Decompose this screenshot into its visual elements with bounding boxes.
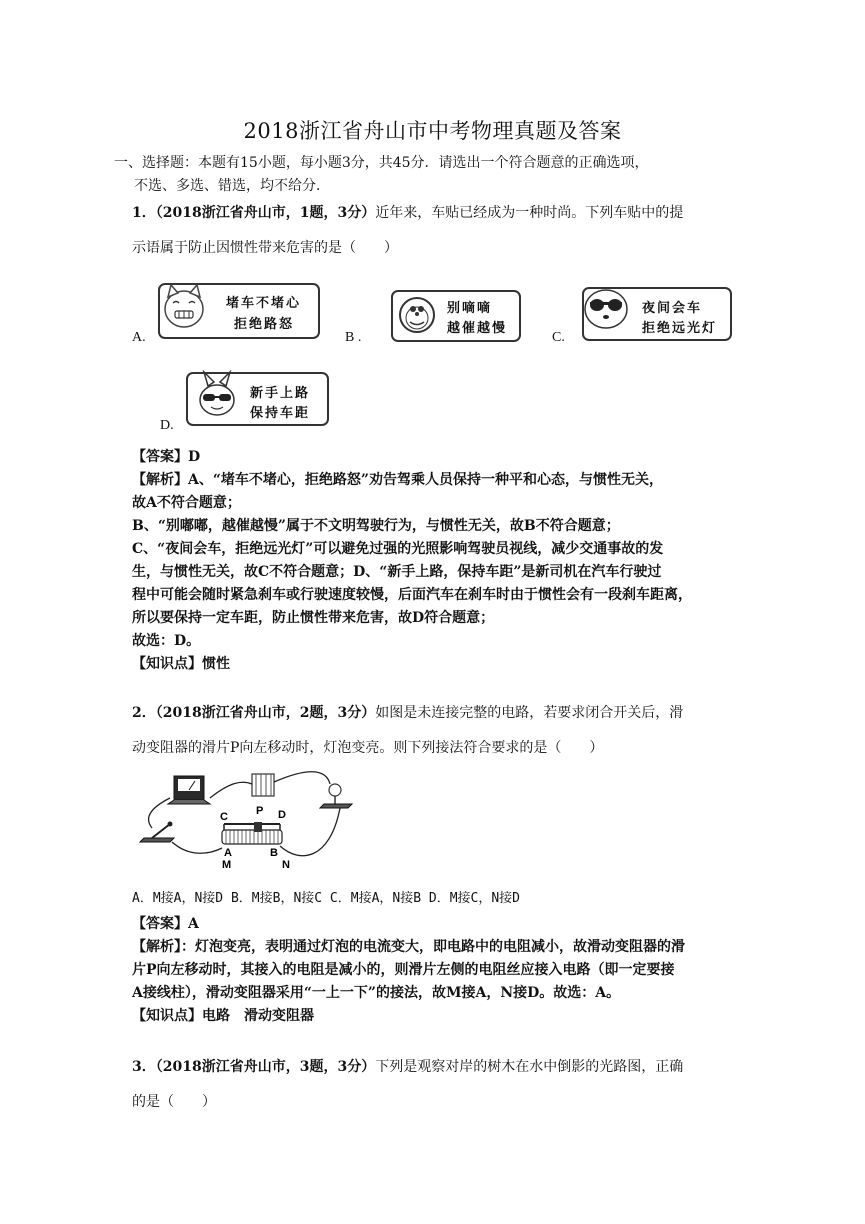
question-1-stem: 近年来，车贴已经成为一种时尚。下列车贴中的提 <box>375 205 684 221</box>
option-a-letter: A. <box>132 330 146 345</box>
cartoon-cat-icon <box>397 295 437 337</box>
question-1-analysis-line1: 【解析】A、“堵车不堵心，拒绝路怒”劝告驾乘人员保持一种平和心态，与惯性无关， <box>132 472 663 488</box>
option-c-sticker <box>582 287 732 341</box>
question-3-line2: 的是（ ） <box>132 1094 216 1110</box>
option-b-sticker <box>391 290 521 342</box>
question-2-options: A．M接A，N接D B．M接B，N接C C．M接A，N接B D．M接C，N接D <box>132 891 521 906</box>
question-1-analysis-line4: C、“夜间会车，拒绝远光灯”可以避免过强的光照影响驾驶员视线，减少交通事故的发 <box>132 541 664 557</box>
question-1-source: （2018浙江省舟山市，1题，3分） <box>155 205 376 221</box>
question-3-source: （2018浙江省舟山市，3题，3分） <box>155 1059 376 1075</box>
rheostat-icon <box>222 822 282 844</box>
circuit-diagram <box>130 768 360 872</box>
question-2-source: （2018浙江省舟山市，2题，3分） <box>155 705 376 721</box>
question-2-number: 2． <box>132 705 156 721</box>
question-2-analysis-line1: 【解析】：灯泡变亮，表明通过灯泡的电流变大，即电路中的电阻减小，故滑动变阻器的滑 <box>132 939 685 955</box>
question-2-answer: 【答案】A <box>132 916 199 932</box>
wire-m-label: M <box>222 859 232 871</box>
question-1-analysis-line5: 生，与惯性无关，故C不符合题意；D、“新手上路，保持车距”是新司机在汽车行驶过 <box>132 564 662 580</box>
option-b-text-line2: 越催越慢 <box>447 321 508 336</box>
terminal-d-label: D <box>278 809 286 821</box>
question-1-number: 1． <box>132 205 156 221</box>
option-c-text-line1: 夜间会车 <box>642 301 703 316</box>
question-1-analysis-line3: B、“别嘟嘟，越催越慢”属于不文明驾驶行为，与惯性无关，故B不符合题意； <box>132 518 620 534</box>
question-1-analysis-line6: 程中可能会随时紧急刹车或行驶速度较慢，后面汽车在刹车时由于惯性会有一段刹车距离， <box>132 587 692 603</box>
panda-face-icon <box>582 279 630 333</box>
option-d-letter: D. <box>160 418 174 433</box>
question-1-analysis-line7: 所以要保持一定车距，防止惯性带来危害，故D符合题意； <box>132 610 495 626</box>
question-2-line1 <box>132 703 683 723</box>
section-header-line1: 一、选择题：本题有15小题，每小题3分，共45分．请选出一个符合题意的正确选项， <box>114 155 649 171</box>
wire-n-label: N <box>282 859 290 871</box>
rabbit-sunglasses-icon <box>194 370 242 422</box>
option-c-letter: C. <box>552 330 565 345</box>
bulb-icon <box>320 784 352 808</box>
question-2-stem: 如图是未连接完整的电路，若要求闭合开关后，滑 <box>375 705 684 721</box>
terminal-a-label: A <box>224 847 232 859</box>
question-2-line2: 动变阻器的滑片P向左移动时，灯泡变亮。则下列接法符合要求的是（ ） <box>132 740 604 756</box>
option-a-text-line1: 堵车不堵心 <box>226 296 302 311</box>
battery-icon <box>252 774 274 796</box>
option-a-text-line2: 拒绝路怒 <box>234 317 295 332</box>
question-3-line1 <box>132 1057 683 1077</box>
terminal-b-label: B <box>270 847 278 859</box>
option-b-text-line1: 别嘀嘀 <box>447 301 493 316</box>
cat-face-icon <box>162 279 206 331</box>
switch-icon <box>140 822 174 843</box>
option-b-letter: B . <box>345 330 362 345</box>
section-header-line2: 不选、多选、错选，均不给分． <box>134 178 330 194</box>
option-c-text-line2: 拒绝远光灯 <box>642 321 718 336</box>
slider-p-label: P <box>256 805 264 817</box>
option-d-sticker <box>186 372 329 426</box>
question-1-line2: 示语属于防止因惯性带来危害的是（ ） <box>132 240 398 256</box>
option-d-text-line2: 保持车距 <box>250 406 311 421</box>
terminal-c-label: C <box>220 811 228 823</box>
question-2-analysis-line3: A接线柱），滑动变阻器采用“一上一下”的接法，故M接A，N接D。故选：A。 <box>132 985 621 1001</box>
question-1-knowledge-point: 【知识点】惯性 <box>132 656 230 672</box>
question-1-answer: 【答案】D <box>132 449 201 465</box>
question-3-stem: 下列是观察对岸的树木在水中倒影的光路图，正确 <box>375 1059 684 1075</box>
question-1-analysis-line2: 故A不符合题意； <box>132 495 241 511</box>
option-d-text-line1: 新手上路 <box>250 386 311 401</box>
option-a-sticker <box>158 283 320 339</box>
question-1-analysis-line8: 故选：D。 <box>132 633 201 649</box>
question-3-number: 3． <box>132 1059 156 1075</box>
meter-icon <box>168 776 210 804</box>
question-1-line1 <box>132 203 683 223</box>
question-2-knowledge-point: 【知识点】电路 滑动变阻器 <box>132 1008 314 1024</box>
question-2-analysis-line2: 片P向左移动时，其接入的电阻是减小的，则滑片左侧的电阻丝应接入电路（即一定要接 <box>132 962 675 978</box>
document-title: 2018浙江省舟山市中考物理真题及答案 <box>243 119 622 143</box>
